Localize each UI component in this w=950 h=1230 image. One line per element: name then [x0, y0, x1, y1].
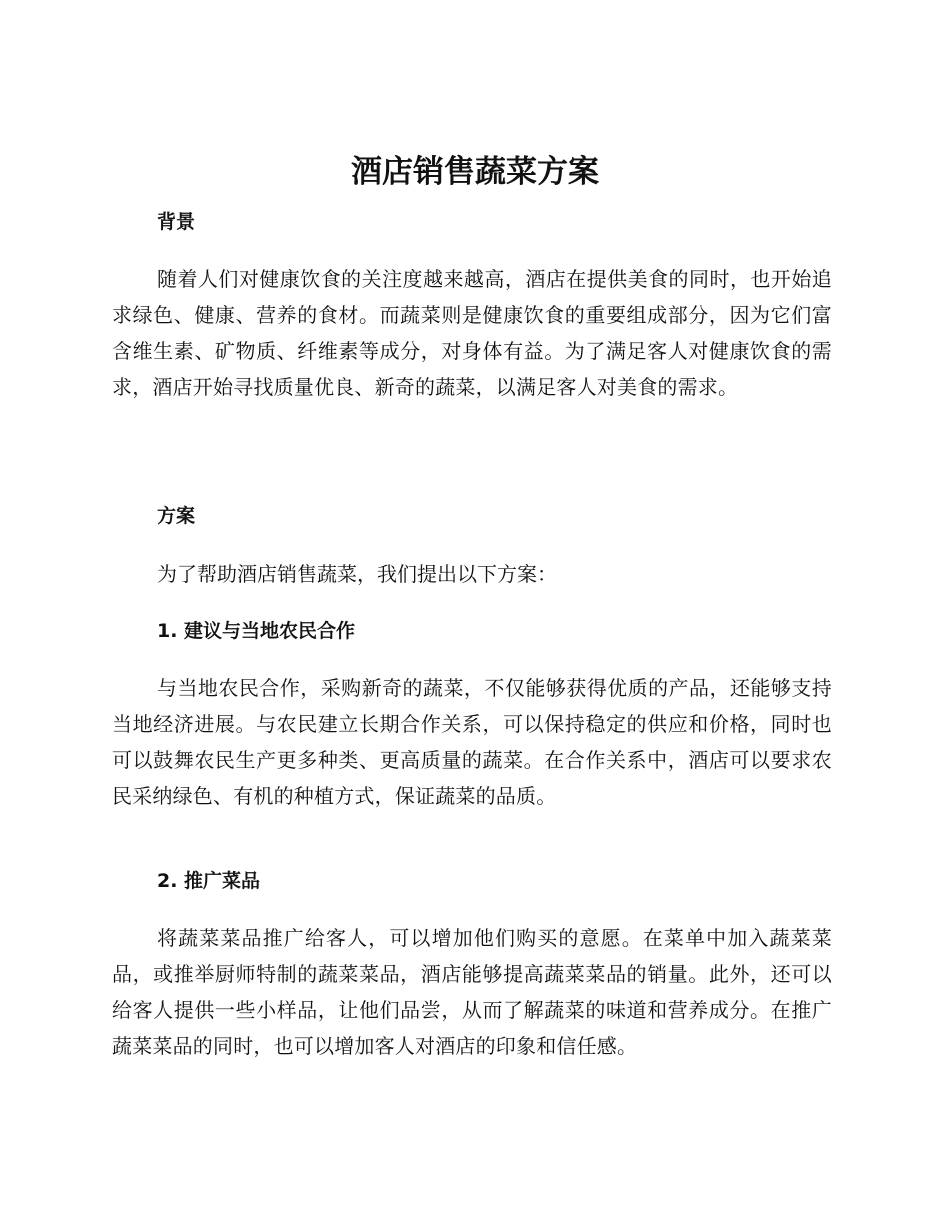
background-paragraph: 随着人们对健康饮食的关注度越来越高，酒店在提供美食的同时，也开始追求绿色、健康、营养的食材。而蔬菜则是健康饮食的重要组成部分，因为它们富含维生素、矿物质、纤维素等成分，对身体有益。为了满足客人对健康饮食的需求，酒店开始寻找质量优良、新奇的蔬菜，以满足客人对美食的需求。 [112, 267, 832, 399]
promote-dishes-paragraph: 将蔬菜菜品推广给客人，可以增加他们购买的意愿。在菜单中加入蔬菜菜品，或推举厨师特制的蔬菜菜品，酒店能够提高蔬菜菜品的销量。此外，还可以给客人提供一些小样品，让他们品尝，从而了解蔬菜的味道和营养成分。在推广蔬菜菜品的同时，也可以增加客人对酒店的印象和信任感。 [112, 926, 832, 1058]
section-heading-cooperate-farmers: 1. 建议与当地农民合作 [157, 620, 356, 642]
document-title: 酒店销售蔬菜方案 [351, 154, 599, 190]
cooperate-farmers-paragraph: 与当地农民合作，采购新奇的蔬菜，不仅能够获得优质的产品，还能够支持当地经济进展。与农民建立长期合作关系，可以保持稳定的供应和价格，同时也可以鼓舞农民生产更多种类、更高质量的蔬菜。在合作关系中，酒店可以要求农民采纳绿色、有机的种植方式，保证蔬菜的品质。 [112, 676, 832, 808]
section-heading-promote-dishes: 2. 推广菜品 [157, 870, 261, 892]
plan-intro-text: 为了帮助酒店销售蔬菜，我们提出以下方案： [157, 562, 557, 586]
section-heading-background: 背景 [157, 211, 196, 233]
section-heading-plan: 方案 [157, 505, 196, 527]
